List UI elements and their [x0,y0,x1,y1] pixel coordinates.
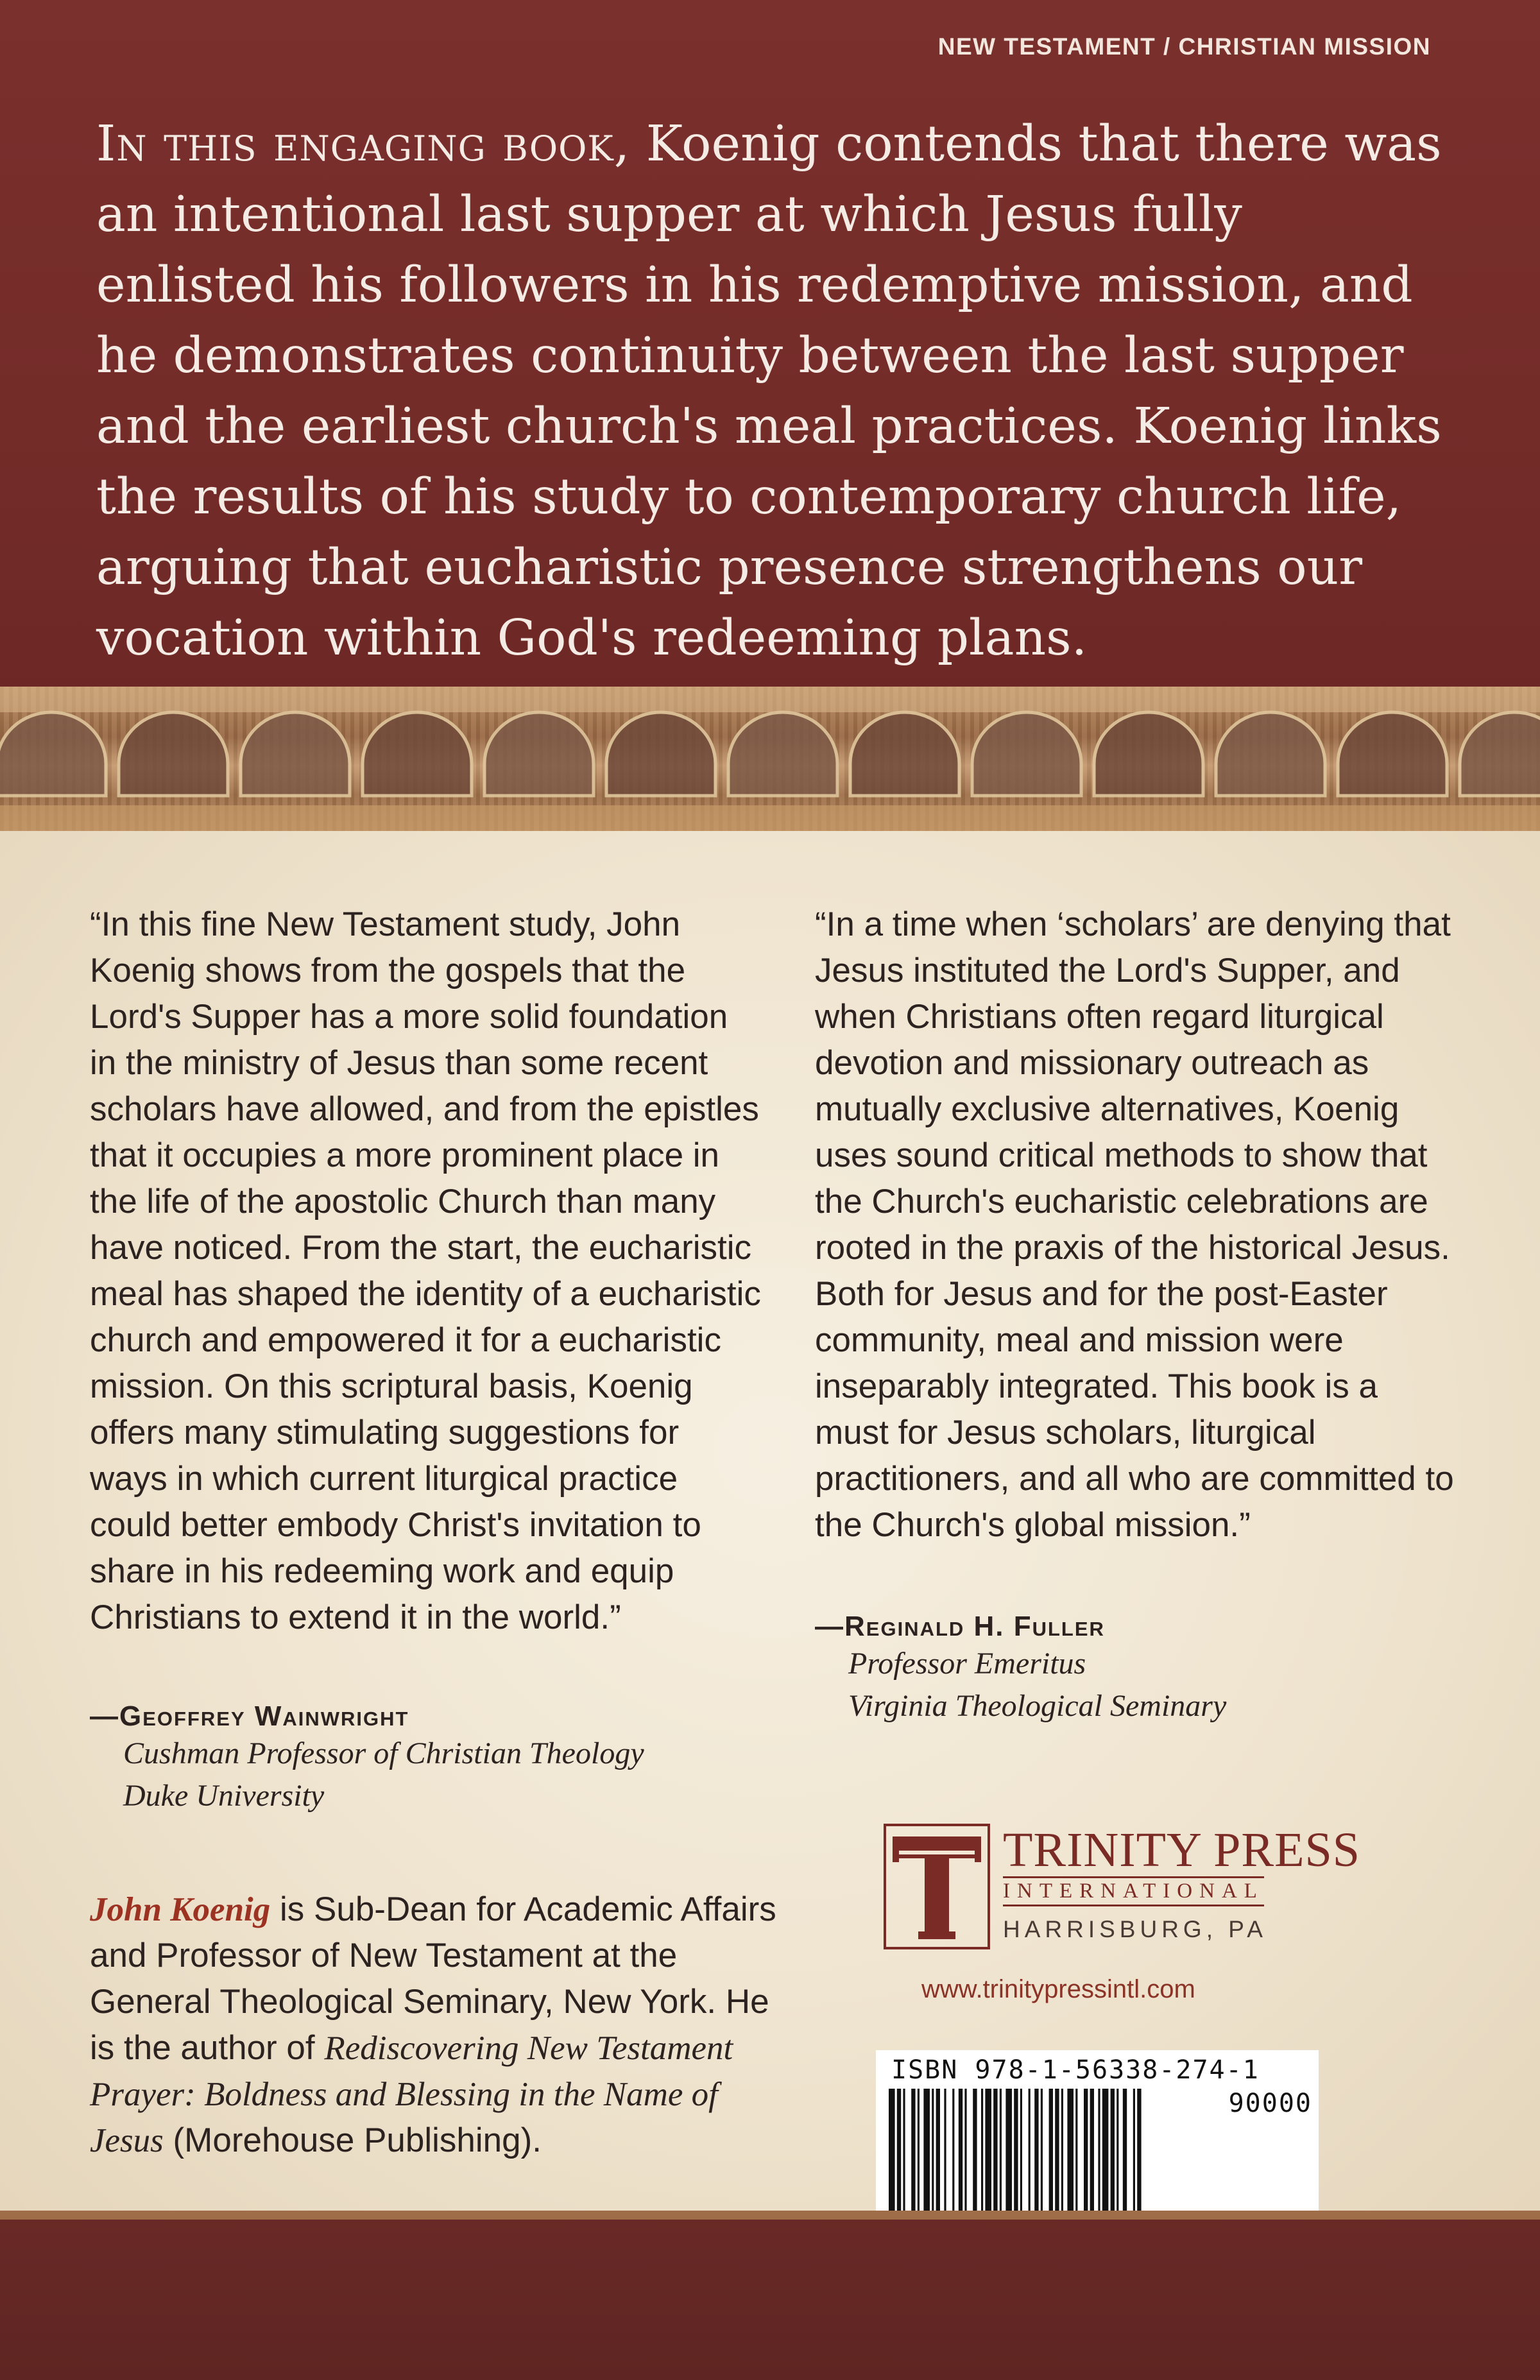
endorser-institution: Virginia Theological Seminary [848,1689,1227,1723]
endorsement-quote-2: “In a time when ‘scholars’ are denying that Jesus instituted the Lord's Supper, and when Christians often regard liturgical devotion and missionary outreach as mutually exclusive alternatives, Koenig uses sound critical methods to show that the Church's eucharistic celebrations are rooted in the praxis of the historical Jesus. Both for Jesus and for the post-Easter community, meal and mission were inseparably integrated. This book is a must for Jesus scholars, liturgical practitioners, and all who are committed to the Church's global mission.” [815,905,1454,1544]
endorser-institution: Duke University [123,1779,325,1813]
mosaic-arches-decoration [0,687,1540,831]
bottom-rule [0,2211,1540,2220]
mosaic-band [0,687,1540,831]
publisher-name: TRINITY PRESS [1003,1823,1361,1877]
bio-text-1: is Sub-Dean for Academic Affairs and Professor of New Testament at the General Theological Seminary, New York. He is the author of [90,1890,776,2067]
book-blurb [96,109,1450,674]
bio-text-2: (Morehouse Publishing). [163,2121,542,2159]
author-book-title: Rediscovering New Testament Prayer: Boldness and Blessing in the Name of Jesus [90,2030,733,2159]
endorser-role: Cushman Professor of Christian Theology [123,1736,644,1770]
publisher-website: www.trinitypressintl.com [921,1975,1195,2003]
endorsement-attribution-1 [90,1700,644,1817]
trinity-t-logo-icon [882,1822,991,1951]
blurb-text: Koenig contends that there was an intentional last supper at which Jesus fully enlisted his followers in his redemptive mission, and he demonstrates continuity between the last supper and the earliest church's meal practices. Koenig links the results of his study to contemporary church life, arguing that eucharistic presence strengthens our vocation within God's redeeming plans. [96,116,1442,667]
bottom-band [0,2211,1540,2380]
endorsement-attribution-2 [815,1611,1226,1727]
category-label: NEW TESTAMENT / CHRISTIAN MISSION [937,33,1431,60]
publisher-logo [882,1822,1361,1951]
endorsement-quote-1: “In this fine New Testament study, John Koenig shows from the gospels that the Lord's Supper has a more solid foundation in the ministry of Jesus than some recent scholars have allowed, and from the epistles that it occupies a more prominent place in the life of the apostolic Church than many have noticed. From the start, the eucharistic meal has shaped the identity of a eucharistic church and empowered it for a eucharistic mission. On this scriptural basis, Koenig offers many stimulating suggestions for ways in which current liturgical practice could better embody Christ's invitation to share in his redeeming work and equip Christians to extend it in the world.” [90,905,761,1636]
author-bio [90,1887,783,2164]
top-panel [0,0,1540,687]
publisher-city: HARRISBURG, PA [1003,1916,1267,1942]
blurb-lead: In this engaging book, [96,116,631,173]
price-code: 90000 [1228,2089,1312,2118]
endorser-name: —Geoffrey Wainwright [90,1700,409,1732]
endorser-role: Professor Emeritus [848,1647,1086,1681]
publisher-subname: INTERNATIONAL [1003,1876,1264,1906]
isbn-number: ISBN 978-1-56338-274-1 [891,2055,1260,2085]
author-name: John Koenig [90,1891,271,1928]
endorser-name: —Reginald H. Fuller [815,1611,1105,1642]
